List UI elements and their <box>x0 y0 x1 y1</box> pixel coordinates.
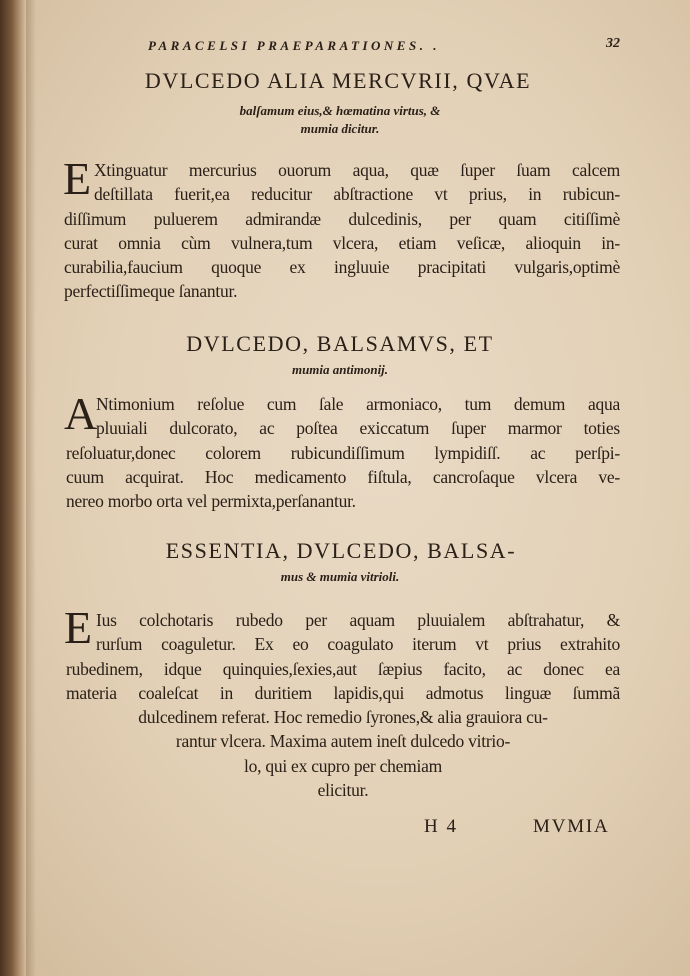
section-2-line-5: nereo morbo orta vel permixta,perſanantur. <box>66 491 356 512</box>
section-3-line-1: Ius colchotaris rubedo per aquam pluuialem abſtrahatur, & <box>96 610 620 630</box>
section-3-paragraph <box>66 608 620 802</box>
section-2-line-3: reſoluatur,donec colorem rubicundiſſimum lympidiſſ. ac perſpi- <box>66 442 620 463</box>
section-2-subheading-line-1: mumia antimonij. <box>291 362 389 377</box>
section-1-subheading-line-1: balſamum eius,& hœmatina virtus, & <box>239 103 441 118</box>
section-2-line-4: cuum acquirat. Hoc medicamento fiſtula, cancroſaque vlcera ve- <box>66 466 620 487</box>
page-number: 32 <box>606 36 620 51</box>
section-3-line-5: dulcedinem referat. Hoc remedio ſyrones,& alia grauiora cu- <box>138 707 548 728</box>
section-1-drop-cap: E <box>63 153 92 204</box>
section-3-drop-cap: E <box>64 602 93 653</box>
section-3-line-8: elicitur. <box>317 780 369 801</box>
section-3-subheading-line-1: mus & mumia vitrioli. <box>280 569 400 584</box>
section-1-line-1: Xtinguatur mercurius ouorum aqua, quæ ſuper ſuam calcem <box>94 160 620 180</box>
signature-mark: H 4 <box>424 816 458 837</box>
gutter-edge-shadow <box>26 0 36 976</box>
section-1-paragraph <box>63 153 620 304</box>
section-1-line-4: curat omnia cùm vulnera,tum vlcera, etiam veſicæ, alioquin in- <box>64 232 620 253</box>
section-3-line-7: lo, qui ex cupro per chemiam <box>243 755 443 776</box>
section-2-line-1: Ntimonium reſolue cum ſale armoniaco, tum demum aqua <box>96 394 620 414</box>
section-2-line-2: pluuiali dulcorato, ac poſtea exiccatum ſuper marmor toties <box>96 418 620 439</box>
section-3-line-4: materia coaleſcat in duritiem lapidis,qui admotus linguæ ſummã <box>66 682 620 703</box>
section-3-heading: ESSENTIA, DVLCEDO, BALSA- <box>165 538 517 563</box>
section-3-line-3: rubedinem, idque quinquies,ſexies,aut ſæpius facito, ac donec ea <box>66 658 620 679</box>
running-head: PARACELSI PRAEPARATIONES. . <box>148 38 440 53</box>
section-2-paragraph <box>64 388 620 513</box>
section-3-line-6: rantur vlcera. Maxima autem ineſt dulcedo vitrio- <box>175 731 511 752</box>
binding-gutter-shadow <box>0 0 26 976</box>
section-1-heading: DVLCEDO ALIA MERCVRII, QVAE <box>144 68 532 93</box>
section-1-subheading-line-2: mumia dicitur. <box>300 121 380 136</box>
section-1-line-2: deſtillata fuerit,ea reducitur abſtractione vt prius, in rubicun- <box>94 184 620 205</box>
section-1-line-6: perfectiſſimeque ſanantur. <box>64 281 238 302</box>
section-3-line-2: rurſum coaguletur. Ex eo coagulato iterum vt prius extrahito <box>96 634 620 655</box>
section-1-line-5: curabilia,faucium quoque ex ingluuie pracipitati vulgaris,optimè <box>64 257 620 278</box>
catchword: MVMIA <box>533 816 610 837</box>
section-2-drop-cap: A <box>64 388 98 439</box>
section-1-line-3: diſſimum puluerem admirandæ dulcedinis, per quam citiſſimè <box>64 208 620 229</box>
section-2-heading: DVLCEDO, BALSAMVS, ET <box>186 331 494 356</box>
